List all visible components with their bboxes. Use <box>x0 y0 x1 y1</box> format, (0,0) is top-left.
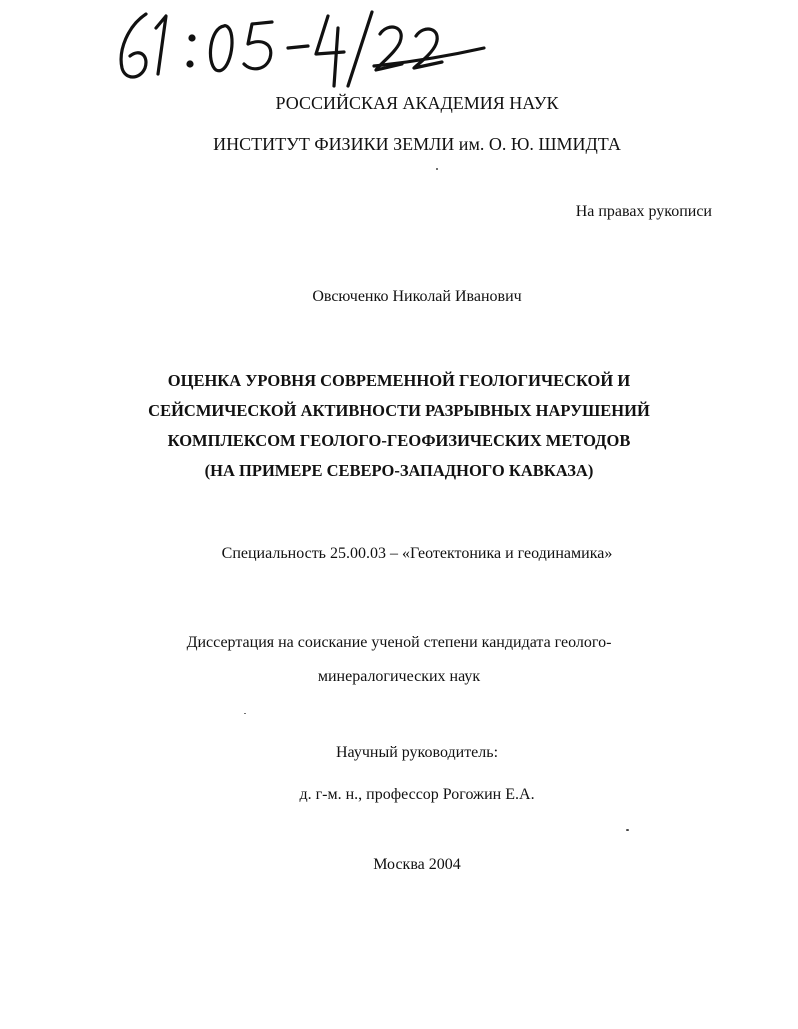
dissertation-title <box>0 366 798 486</box>
manuscript-rights-note: На правах рукописи <box>575 203 712 220</box>
academy-name: РОССИЙСКАЯ АКАДЕМИЯ НАУК <box>275 93 559 113</box>
institute-name: ИНСТИТУТ ФИЗИКИ ЗЕМЛИ им. О. Ю. ШМИДТА <box>213 134 621 154</box>
degree-line: минералогических наук <box>317 668 481 685</box>
supervisor-name: д. г-м. н., профессор Рогожин Е.А. <box>299 786 535 803</box>
title-line: СЕЙСМИЧЕСКОЙ АКТИВНОСТИ РАЗРЫВНЫХ НАРУШЕНИЙ <box>148 401 650 420</box>
dissertation-degree <box>0 626 798 694</box>
author-name: Овсюченко Николай Иванович <box>312 288 522 305</box>
title-line: (НА ПРИМЕРЕ СЕВЕРО-ЗАПАДНОГО КАВКАЗА) <box>204 461 594 480</box>
scan-speck <box>436 168 438 170</box>
specialty: Специальность 25.00.03 – «Геотектоника и геодинамика» <box>221 545 613 562</box>
title-line: КОМПЛЕКСОМ ГЕОЛОГО-ГЕОФИЗИЧЕСКИХ МЕТОДОВ <box>167 431 631 450</box>
title-line: ОЦЕНКА УРОВНЯ СОВРЕМЕННОЙ ГЕОЛОГИЧЕСКОЙ И <box>167 371 631 390</box>
handwritten-archive-mark <box>112 4 492 94</box>
city-year: Москва 2004 <box>373 856 461 873</box>
degree-line: Диссертация на соискание ученой степени кандидата геолого- <box>186 634 612 651</box>
scan-speck <box>244 713 246 714</box>
supervisor-label: Научный руководитель: <box>335 744 499 761</box>
scan-speck <box>626 829 629 831</box>
